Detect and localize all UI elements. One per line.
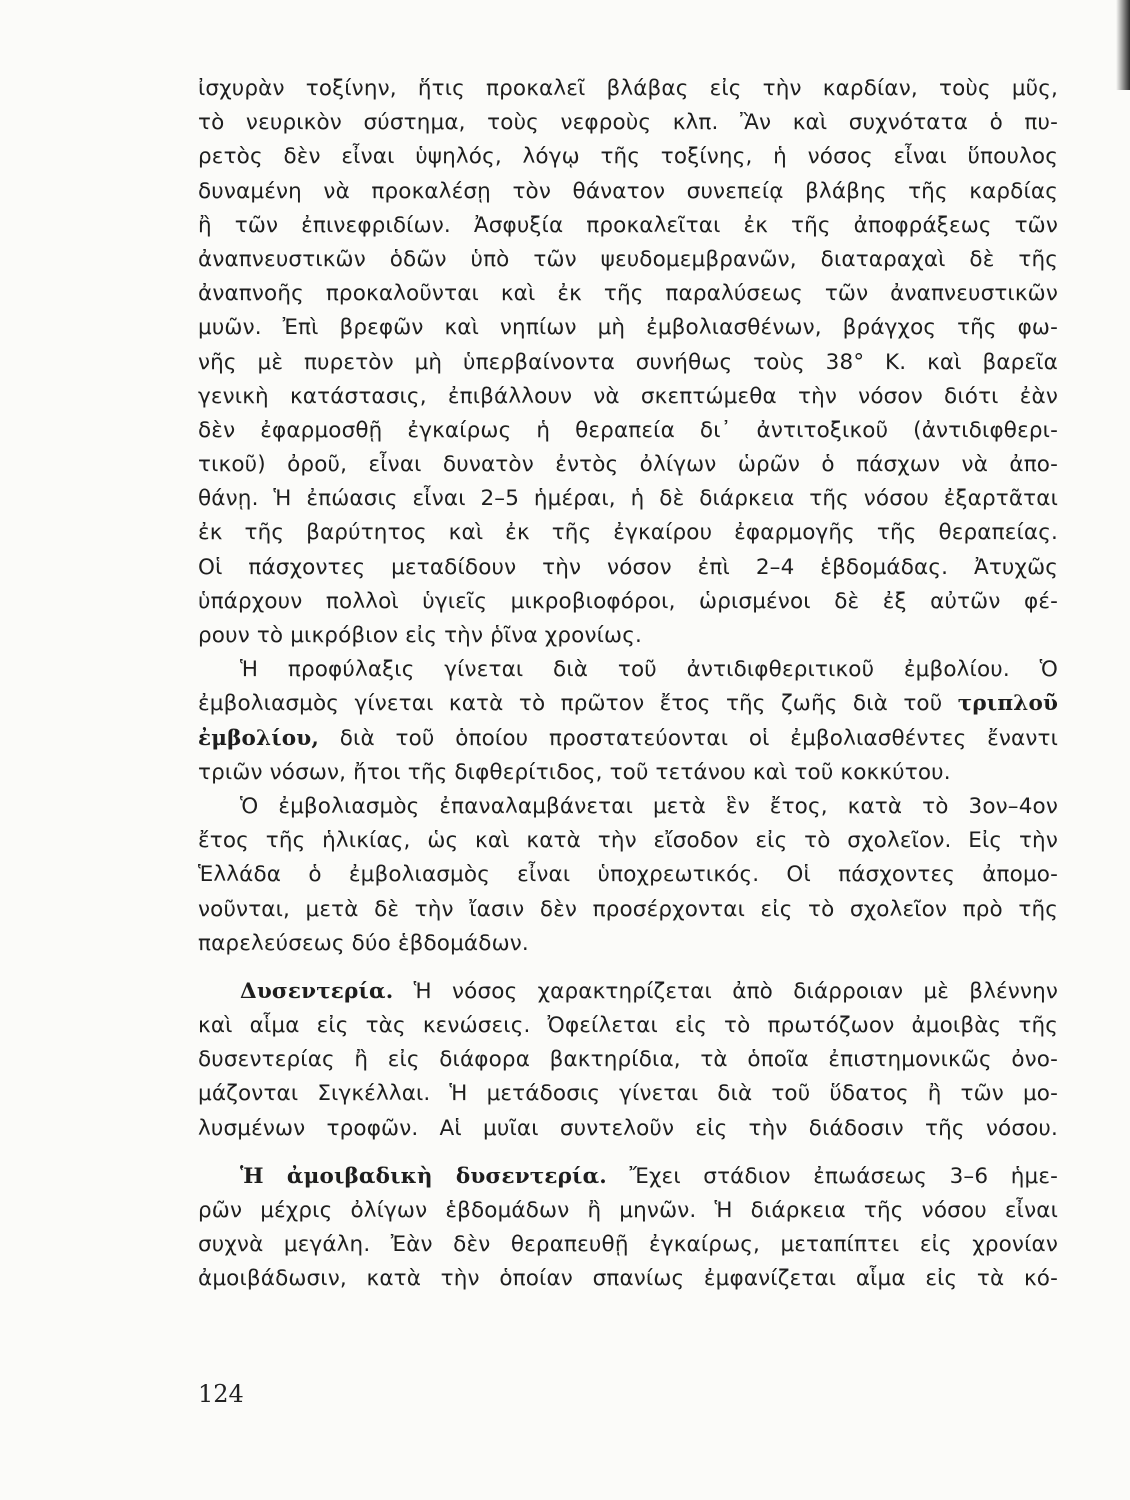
- section-amoebic-dysentery: [198, 1160, 1058, 1297]
- book-page-text: [198, 72, 1058, 1297]
- text-line: Ὁ ἐμβολιασμὸς ἐπαναλαμβάνεται μετὰ ἓν ἔτος, κατὰ τὸ 3ον–4ον: [240, 793, 1058, 819]
- text-line: μυῶν. Ἐπὶ βρεφῶν καὶ νηπίων μὴ ἐμβολιασθένων, βράγχος τῆς φω-: [198, 315, 1058, 341]
- text-line: τικοῦ) ὀροῦ, εἶναι δυνατὸν ἐντὸς ὀλίγων ὡρῶν ὁ πάσχων νὰ ἀπο-: [198, 452, 1058, 478]
- text-line: λυσμένων τροφῶν. Αἱ μυῖαι συντελοῦν εἰς τὴν διάδοσιν τῆς νόσου.: [198, 1115, 1058, 1141]
- text-line: δυναμένη νὰ προκαλέσῃ τὸν θάνατον συνεπείᾳ βλάβης τῆς καρδίας: [198, 178, 1058, 204]
- text-line: συχνὰ μεγάλη. Ἐὰν δὲν θεραπευθῇ ἐγκαίρως, μεταπίπτει εἰς χρονίαν: [198, 1232, 1058, 1258]
- section-dysentery: [198, 975, 1058, 1146]
- text-line: ἢ τῶν ἐπινεφριδίων. Ἀσφυξία προκαλεῖται ἐκ τῆς ἀποφράξεως τῶν: [198, 212, 1058, 238]
- text-line: ἔτος τῆς ἡλικίας, ὡς καὶ κατὰ τὴν εἴσοδον εἰς τὸ σχολεῖον. Εἰς τὴν: [198, 828, 1058, 854]
- paragraph-diphtheria-symptoms: [198, 72, 1058, 653]
- text-run: Ἡ νόσος χαρακτηρίζεται ἀπὸ διάρροιαν μὲ βλέννην: [413, 978, 1059, 1004]
- text-line: τριῶν νόσων, ἤτοι τῆς διφθερίτιδος, τοῦ τετάνου καὶ τοῦ κοκκύτου.: [198, 759, 951, 785]
- section-heading-amoebic: Ἡ ἀμοιβαδικὴ δυσεντερία.: [240, 1163, 607, 1189]
- text-line: νῆς μὲ πυρετὸν μὴ ὑπερβαίνοντα συνήθως τοὺς 38° Κ. καὶ βαρεῖα: [198, 349, 1058, 375]
- text-line: ἐκ τῆς βαρύτητος καὶ ἐκ τῆς ἐγκαίρου ἐφαρμογῆς τῆς θεραπείας.: [198, 520, 1058, 546]
- text-line: Οἱ πάσχοντες μεταδίδουν τὴν νόσον ἐπὶ 2–4 ἑβδομάδας. Ἀτυχῶς: [198, 554, 1058, 580]
- text-line: μάζονται Σιγκέλλαι. Ἡ μετάδοσις γίνεται διὰ τοῦ ὕδατος ἢ τῶν μο-: [198, 1081, 1058, 1107]
- text-run: ἐμβολιασμὸς γίνεται κατὰ τὸ πρῶτον ἔτος τῆς ζωῆς διὰ τοῦ: [198, 691, 943, 717]
- text-line: ρετὸς δὲν εἶναι ὑψηλός, λόγῳ τῆς τοξίνης, ἡ νόσος εἶναι ὕπουλος: [198, 144, 1058, 170]
- bold-term-triple: τριπλοῦ: [957, 691, 1059, 717]
- text-line: δὲν ἐφαρμοσθῇ ἐγκαίρως ἡ θεραπεία δι᾿ ἀντιτοξικοῦ (ἀντιδιφθερι-: [198, 417, 1058, 443]
- text-line: ἀναπνοῆς προκαλοῦνται καὶ ἐκ τῆς παραλύσεως τῶν ἀναπνευστικῶν: [198, 281, 1058, 307]
- scan-edge-shadow: [1116, 0, 1130, 90]
- text-line: γενικὴ κατάστασις, ἐπιβάλλουν νὰ σκεπτώμεθα τὴν νόσον διότι ἐὰν: [198, 383, 1058, 409]
- text-line: νοῦνται, μετὰ δὲ τὴν ἴασιν δὲν προσέρχονται εἰς τὸ σχολεῖον πρὸ τῆς: [198, 896, 1058, 922]
- text-line: Ἑλλάδα ὁ ἐμβολιασμὸς εἶναι ὑποχρεωτικός. Οἱ πάσχοντες ἀπομο-: [198, 862, 1058, 888]
- text-run: Ἔχει στάδιον ἐπωάσεως 3–6 ἡμε-: [629, 1163, 1059, 1189]
- paragraph-gap: [198, 961, 1058, 975]
- text-line: ἀναπνευστικῶν ὁδῶν ὑπὸ τῶν ψευδομεμβρανῶν, διαταραχαὶ δὲ τῆς: [198, 246, 1058, 272]
- text-line: καὶ αἷμα εἰς τὰς κενώσεις. Ὀφείλεται εἰς τὸ πρωτόζωον ἀμοιβὰς τῆς: [198, 1013, 1058, 1039]
- text-line: ὑπάρχουν πολλοὶ ὑγιεῖς μικροβιοφόροι, ὡρισμένοι δὲ ἐξ αὐτῶν φέ-: [198, 588, 1058, 614]
- paragraph-gap: [198, 1146, 1058, 1160]
- text-line: [198, 975, 1058, 1009]
- text-line: [198, 1160, 1058, 1194]
- section-heading-dysentery: Δυσεντερία.: [240, 978, 394, 1004]
- text-line: [198, 722, 1058, 756]
- bold-term-vaccine: ἐμβολίου,: [198, 725, 319, 751]
- text-line: παρελεύσεως δύο ἑβδομάδων.: [198, 930, 529, 956]
- text-line: ρῶν μέχρις ὀλίγων ἑβδομάδων ἢ μηνῶν. Ἡ διάρκεια τῆς νόσου εἶναι: [198, 1198, 1058, 1223]
- text-line: ἀμοιβάδωσιν, κατὰ τὴν ὁποίαν σπανίως ἐμφανίζεται αἷμα εἰς τὰ κό-: [198, 1266, 1058, 1292]
- text-line: δυσεντερίας ἢ εἰς διάφορα βακτηρίδια, τὰ ὁποῖα ἐπιστημονικῶς ὀνο-: [198, 1047, 1058, 1073]
- text-line: τὸ νευρικὸν σύστημα, τοὺς νεφροὺς κλπ. Ἂν καὶ συχνότατα ὁ πυ-: [198, 110, 1058, 136]
- paragraph-vaccination-repeat: [198, 790, 1058, 961]
- text-line: [198, 687, 1058, 721]
- text-line: ρουν τὸ μικρόβιον εἰς τὴν ῥῖνα χρονίως.: [198, 623, 642, 648]
- paragraph-prophylaxis: [198, 653, 1058, 790]
- text-line: Ἡ προφύλαξις γίνεται διὰ τοῦ ἀντιδιφθεριτικοῦ ἐμβολίου. Ὁ: [240, 657, 1058, 683]
- text-line: ἰσχυρὰν τοξίνην, ἥτις προκαλεῖ βλάβας εἰς τὴν καρδίαν, τοὺς μῦς,: [198, 76, 1058, 101]
- text-line: θάνῃ. Ἡ ἐπώασις εἶναι 2–5 ἡμέραι, ἡ δὲ διάρκεια τῆς νόσου ἐξαρτᾶται: [198, 486, 1058, 512]
- page-number: 124: [198, 1380, 244, 1408]
- text-run: διὰ τοῦ ὁποίου προστατεύονται οἱ ἐμβολιασθέντες ἔναντι: [339, 725, 1059, 751]
